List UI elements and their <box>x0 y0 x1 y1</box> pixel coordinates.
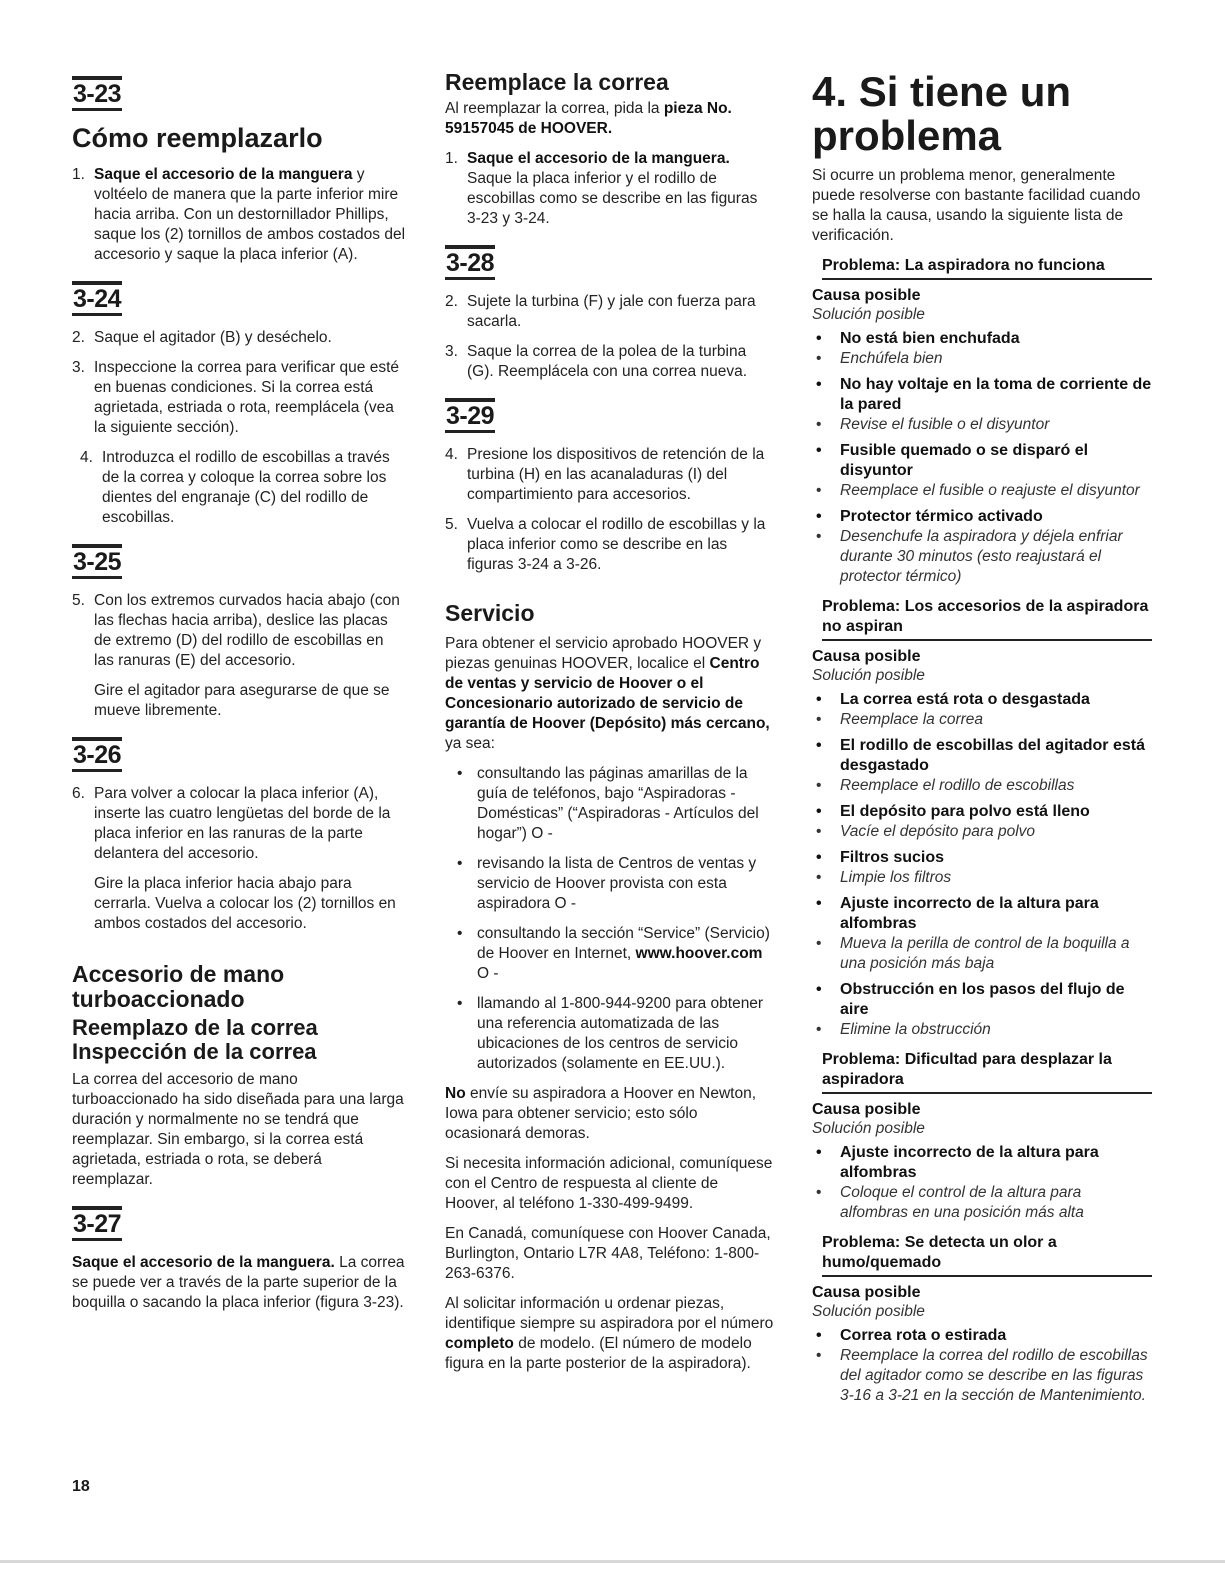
bullet-icon: • <box>816 482 822 499</box>
bullet-icon: • <box>816 330 822 347</box>
heading-accesorio: Accesorio de mano <box>72 961 285 987</box>
solucion-label: Solución posible <box>812 667 925 684</box>
solicitar-bold: completo <box>445 1335 514 1352</box>
solution-text: Elimine la obstrucción <box>840 1021 991 1038</box>
column-left <box>72 70 407 1323</box>
cause-item <box>812 894 1152 934</box>
cause-text: Obstrucción en los pasos del flujo de aire <box>840 981 1125 1018</box>
chapter-title <box>812 70 1152 158</box>
figure-label: 3-23 <box>72 76 122 111</box>
bullet-icon: • <box>816 1021 822 1038</box>
problem-heading: Problema: Se detecta un olor a humo/quemado <box>822 1233 1152 1277</box>
bullet-icon: • <box>816 1144 822 1161</box>
intro-text: Al reemplazar la correa, pida la <box>445 100 664 117</box>
cause-item <box>812 848 1152 868</box>
step-number: 5. <box>445 516 458 533</box>
solucion-label: Solución posible <box>812 1303 925 1320</box>
list-item <box>455 924 775 984</box>
cause-item <box>812 736 1152 776</box>
bullet-icon: • <box>816 376 822 393</box>
causa-label: Causa posible <box>812 648 921 665</box>
list-item-text: llamando al 1-800-944-9200 para obtener una referencia automatizada de las ubicaciones de los centros de servicio autorizados (solamente en EE.UU.). <box>477 995 764 1072</box>
bullet-icon: • <box>816 508 822 525</box>
cause-text: Ajuste incorrecto de la altura para alfombras <box>840 895 1099 932</box>
figure-label: 3-26 <box>72 737 122 772</box>
solution-item <box>812 934 1152 974</box>
step-number: 1. <box>445 150 458 167</box>
bullet-icon: • <box>816 849 822 866</box>
causa-label: Causa posible <box>812 1101 921 1118</box>
chapter-title-line1: 4. Si tiene un <box>812 68 1072 115</box>
solution-item <box>812 349 1152 369</box>
section-title: Cómo reemplazarlo <box>72 123 323 153</box>
step-text: Presione los dispositivos de retención de la turbina (H) en las acanaladuras (I) del compartimiento para accesorios. <box>467 446 765 503</box>
step-number: 3. <box>72 359 85 376</box>
step-text: Sujete la turbina (F) y jale con fuerza para sacarla. <box>467 293 756 330</box>
bullet-icon: • <box>816 350 822 367</box>
causa-label: Causa posible <box>812 1284 921 1301</box>
step-3 <box>445 342 775 382</box>
cause-item <box>812 1326 1152 1346</box>
cause-text: El rodillo de escobillas del agitador está desgastado <box>840 737 1145 774</box>
solution-text: Reemplace la correa <box>840 711 984 728</box>
bullet-icon: • <box>816 691 822 708</box>
step-text: Vuelva a colocar el rodillo de escobillas y la placa inferior como se describe en las figuras 3-24 a 3-26. <box>467 516 766 573</box>
canada-paragraph: En Canadá, comuníquese con Hoover Canada, Burlington, Ontario L7R 4A8, Teléfono: 1-800-263-6376. <box>445 1225 771 1282</box>
step-number: 6. <box>72 785 85 802</box>
figure-label: 3-28 <box>445 245 495 280</box>
problem-heading: Problema: La aspiradora no funciona <box>822 256 1152 280</box>
info-paragraph: Si necesita información adicional, comuníquese con el Centro de respuesta al cliente de Hoover, al teléfono 1-330-499-9499. <box>445 1155 773 1212</box>
solution-text: Mueva la perilla de control de la boquilla a una posición más baja <box>840 935 1130 972</box>
solution-item <box>812 1183 1152 1223</box>
step-bold: Saque el accesorio de la manguera <box>94 166 353 183</box>
cause-item <box>812 375 1152 415</box>
step-number: 4. <box>445 446 458 463</box>
cause-text: Ajuste incorrecto de la altura para alfombras <box>840 1144 1099 1181</box>
bullet-icon: • <box>816 935 822 952</box>
solicitar-paragraph <box>445 1294 775 1374</box>
step-5-note <box>72 681 407 721</box>
intro-paragraph <box>445 99 775 139</box>
bullet-icon: • <box>457 925 463 942</box>
solucion-label: Solución posible <box>812 306 925 323</box>
solution-text: Reemplace el fusible o reajuste el disyuntor <box>840 482 1140 499</box>
solution-text: Desenchufe la aspiradora y déjela enfriar durante 30 minutos (esto reajustará el protector térmico) <box>840 528 1123 585</box>
servicio-bold: Centro de ventas y servicio de Hoover o el Concesionario autorizado de servicio de garantía de Hoover (Depósito) más cercano, <box>445 655 770 732</box>
cause-item <box>812 507 1152 527</box>
no-bold: No <box>445 1085 466 1102</box>
page-number: 18 <box>72 1478 90 1495</box>
solicitar-text: Al solicitar información u ordenar piezas, identifique siempre su aspiradora por el número <box>445 1295 774 1332</box>
problem-heading: Problema: Dificultad para desplazar la aspiradora <box>822 1050 1152 1094</box>
solution-text: Reemplace el rodillo de escobillas <box>840 777 1075 794</box>
bullet-icon: • <box>816 869 822 886</box>
step-number: 1. <box>72 166 85 183</box>
causa-label: Causa posible <box>812 287 921 304</box>
step-text: Saque la placa inferior y el rodillo de escobillas como se describe en las figuras 3-23 y 3-24. <box>467 170 758 227</box>
bullet-icon: • <box>457 765 463 782</box>
list-item-text: consultando la sección “Service” (Servicio) de Hoover en Internet, <box>477 925 770 962</box>
step-4 <box>445 445 775 505</box>
bullet-icon: • <box>816 981 822 998</box>
cause-item <box>812 1143 1152 1183</box>
servicio-text-end: ya sea: <box>445 735 495 752</box>
cause-text: El depósito para polvo está lleno <box>840 803 1090 820</box>
step-2 <box>445 292 775 332</box>
list-item-text-end: O - <box>477 965 499 982</box>
solution-text: Enchúfela bien <box>840 350 943 367</box>
bullet-icon: • <box>816 416 822 433</box>
inspeccion-text: La correa del accesorio de mano turboaccionado ha sido diseñada para una larga duración y normalmente no se tendrá que reemplazar. Sin embargo, si la correa está agrietada, estriada o rota, se deberá reemplazar. <box>72 1071 404 1188</box>
servicio-intro <box>445 634 775 754</box>
solution-item <box>812 868 1152 888</box>
servicio-text: Para obtener el servicio aprobado HOOVER y piezas genuinas HOOVER, localice el <box>445 635 762 672</box>
step-text: Con los extremos curvados hacia abajo (con las flechas hacia arriba), deslice las placas de extremo (D) del rodillo de escobillas en las ranuras (E) del accesorio. <box>94 592 400 669</box>
step-text: Para volver a colocar la placa inferior (A), inserte las cuatro lengüetas del borde de la placa inferior en las ranuras de la parte delantera del accesorio. <box>94 785 391 862</box>
cause-text: No hay voltaje en la toma de corriente de la pared <box>840 376 1152 413</box>
figure-label: 3-29 <box>445 398 495 433</box>
bullet-icon: • <box>816 1327 822 1344</box>
step-4 <box>80 448 407 528</box>
bullet-icon: • <box>816 737 822 754</box>
website-link[interactable]: www.hoover.com <box>635 945 763 962</box>
figure-label: 3-27 <box>72 1206 122 1241</box>
solution-item <box>812 481 1152 501</box>
solucion-label: Solución posible <box>812 1120 925 1137</box>
solution-item <box>812 822 1152 842</box>
page-divider <box>0 1560 1225 1563</box>
cause-text: Filtros sucios <box>840 849 945 866</box>
step-number: 2. <box>445 293 458 310</box>
cause-item <box>812 980 1152 1020</box>
cause-text: Fusible quemado o se disparó el disyuntor <box>840 442 1089 479</box>
cause-item <box>812 802 1152 822</box>
step-text: Saque la correa de la polea de la turbina (G). Reemplácela con una correa nueva. <box>467 343 748 380</box>
cause-item <box>812 690 1152 710</box>
solution-item <box>812 415 1152 435</box>
bullet-icon: • <box>816 823 822 840</box>
step-text: Saque el agitador (B) y deséchelo. <box>94 329 332 346</box>
bullet-icon: • <box>816 1347 822 1364</box>
list-item-text: revisando la lista de Centros de ventas y servicio de Hoover provista con esta aspiradora O - <box>477 855 757 912</box>
column-middle <box>445 70 775 1384</box>
step-number: 5. <box>72 592 85 609</box>
solution-text: Revise el fusible o el disyuntor <box>840 416 1050 433</box>
heading-turboaccionado: turboaccionado <box>72 986 245 1012</box>
solution-text: Limpie los filtros <box>840 869 952 886</box>
bullet-icon: • <box>816 777 822 794</box>
solution-item <box>812 710 1152 730</box>
cause-item <box>812 329 1152 349</box>
cause-text: Protector térmico activado <box>840 508 1043 525</box>
step-3 <box>72 358 407 438</box>
bullet-icon: • <box>816 528 822 545</box>
list-item-text: consultando las páginas amarillas de la guía de teléfonos, bajo “Aspiradoras -Domésticas” (“Aspiradoras - Artículos del hogar”) O - <box>477 765 759 842</box>
bullet-icon: • <box>816 711 822 728</box>
solution-text: Coloque el control de la altura para alfombras en una posición más alta <box>840 1184 1084 1221</box>
step-text: y voltéelo de manera que la parte inferior mire hacia arriba. Con un destornillador Phillips, saque los (2) tornillos de ambos costados del accesorio y saque la placa inferior (A). <box>94 166 406 263</box>
solicitar-text-end: de modelo. (El número de modelo figura en la parte posterior de la aspiradora). <box>445 1335 752 1372</box>
step-number: 3. <box>445 343 458 360</box>
step-number: 2. <box>72 329 85 346</box>
step-bold: Saque el accesorio de la manguera. <box>467 150 730 167</box>
final-paragraph <box>72 1253 407 1313</box>
heading-inspeccion: Inspección de la correa <box>72 1039 317 1064</box>
solution-item <box>812 527 1152 587</box>
step-text: Inspeccione la correa para verificar que esté en buenas condiciones. Si la correa está agrietada, estriada o rota, reemplácela (vea la siguiente sección). <box>94 359 399 436</box>
bullet-icon: • <box>816 803 822 820</box>
solution-item <box>812 1020 1152 1040</box>
cause-item <box>812 441 1152 481</box>
cause-text: Correa rota o estirada <box>840 1327 1007 1344</box>
part-number: pieza No. 59157045 de HOOVER. <box>445 100 732 137</box>
solution-item <box>812 1346 1152 1406</box>
step-text: Introduzca el rodillo de escobillas a través de la correa y coloque la correa sobre los dientes del engranaje (C) del rodillo de escobillas. <box>102 449 390 526</box>
heading-reemplazo: Reemplazo de la correa <box>72 1015 318 1040</box>
final-bold: Saque el accesorio de la manguera. <box>72 1254 335 1271</box>
solution-item <box>812 776 1152 796</box>
chapter-intro: Si ocurre un problema menor, generalmente puede resolverse con bastante facilidad cuando se halla la causa, usando la siguiente lista de verificación. <box>812 167 1141 244</box>
figure-label: 3-24 <box>72 281 122 316</box>
cause-text: La correa está rota o desgastada <box>840 691 1090 708</box>
solution-text: Reemplace la correa del rodillo de escobillas del agitador como se describe en las figuras 3-16 a 3-21 en la sección de Mantenimiento. <box>840 1347 1148 1404</box>
step-5 <box>72 591 407 671</box>
step-2 <box>72 328 407 348</box>
list-item <box>455 764 775 844</box>
step-6-note <box>72 874 407 934</box>
list-item <box>455 994 775 1074</box>
solution-text: Vacíe el depósito para polvo <box>840 823 1036 840</box>
no-text: envíe su aspiradora a Hoover en Newton, Iowa para obtener servicio; esto sólo ocasionará demoras. <box>445 1085 757 1142</box>
list-item <box>455 854 775 914</box>
bullet-icon: • <box>457 995 463 1012</box>
figure-label: 3-25 <box>72 544 122 579</box>
bullet-icon: • <box>816 442 822 459</box>
column-right <box>812 70 1152 1412</box>
step-6 <box>72 784 407 864</box>
cause-text: No está bien enchufada <box>840 330 1020 347</box>
step-1 <box>72 165 407 265</box>
step-text: Gire el agitador para asegurarse de que se mueve libremente. <box>94 682 390 719</box>
bullet-icon: • <box>816 895 822 912</box>
chapter-title-line2: problema <box>812 112 1002 159</box>
problem-heading: Problema: Los accesorios de la aspiradora no aspiran <box>822 597 1152 641</box>
bullet-icon: • <box>457 855 463 872</box>
step-number: 4. <box>80 449 93 466</box>
bullet-icon: • <box>816 1184 822 1201</box>
no-enviar-paragraph <box>445 1084 775 1144</box>
servicio-title: Servicio <box>445 600 535 626</box>
step-text: Gire la placa inferior hacia abajo para cerrarla. Vuelva a colocar los (2) tornillos en ambos costados del accesorio. <box>94 875 396 932</box>
final-text: La correa se puede ver a través de la parte superior de la boquilla o sacando la placa inferior (figura 3-23). <box>72 1254 405 1311</box>
section-title: Reemplace la correa <box>445 69 669 95</box>
step-5 <box>445 515 775 575</box>
step-1 <box>445 149 775 229</box>
